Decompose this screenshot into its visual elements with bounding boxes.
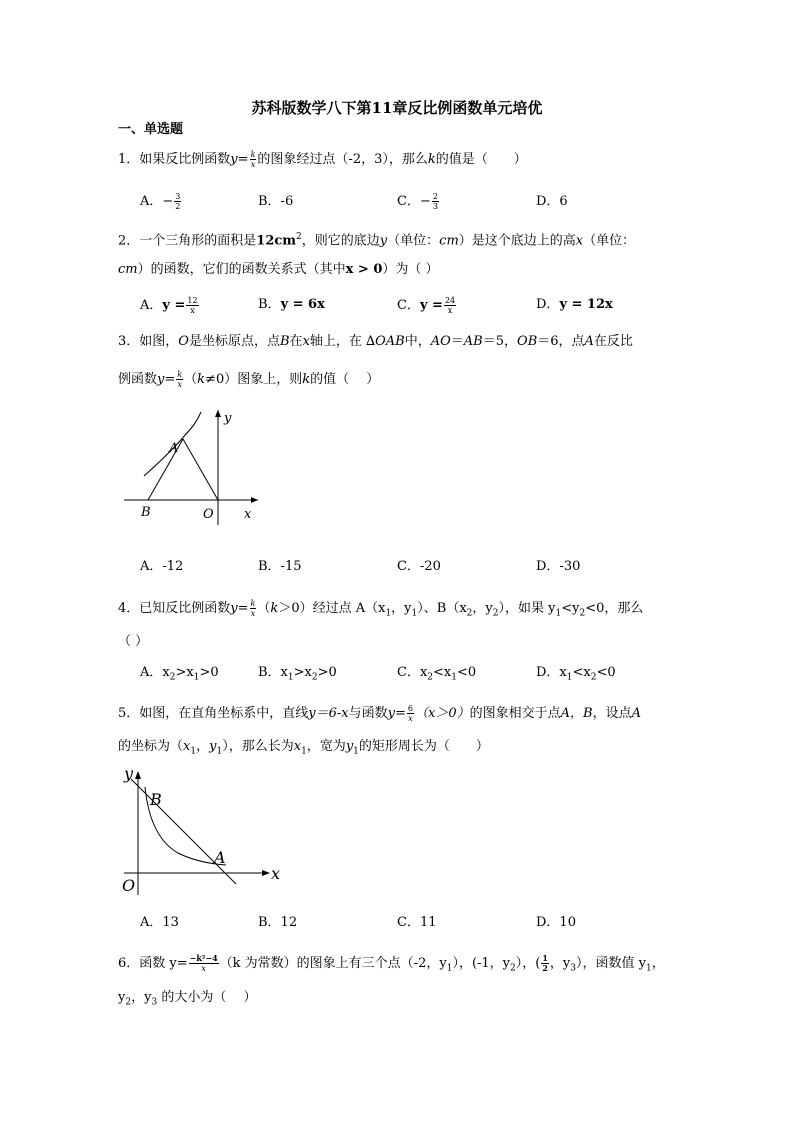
q2-opt-a-label: A． (140, 298, 163, 313)
q1-fraction (250, 150, 257, 169)
q1-opt-a-label: A． (140, 194, 163, 209)
q4-option-b (258, 665, 337, 686)
q5-comma: ， (196, 739, 210, 754)
q5-text-a: 5．如图，在直角坐标系中，直线 (118, 706, 309, 721)
q6-text-e: 的大小为（ ） (157, 990, 257, 1005)
q1-opt-c-den: 3 (432, 202, 438, 211)
q6-text-c: y (118, 990, 126, 1005)
q2-option-a (140, 296, 200, 315)
q3-x-arrow (251, 497, 258, 503)
q1-opt-a-neg: − (162, 194, 174, 209)
question-6-line-2 (118, 990, 256, 1011)
q5-line (131, 779, 236, 884)
q3-oab: OAB (375, 334, 405, 349)
q4-opt-b-2: >x (293, 665, 312, 680)
q1-opt-c-num: 2 (432, 192, 438, 201)
q3-label-x: x (244, 507, 252, 522)
q3-label-y: y (224, 411, 232, 426)
q4-option-c (397, 665, 476, 686)
q5-x1-sub: 1 (190, 746, 197, 757)
q2-opt-a-num: 12 (187, 296, 198, 305)
q4-opt-b-3: >0 (317, 665, 337, 680)
q2-text-a: 2．一个三角形的面积是 (118, 233, 257, 249)
q3-ob: OB (517, 334, 538, 349)
q5-x1: x (183, 739, 191, 754)
q5-label-b: B (150, 790, 162, 809)
q4-eq: = (237, 601, 249, 616)
q4-frac-num: k (250, 599, 256, 608)
q6-frac-den: x (201, 964, 206, 973)
q1-eq: = (237, 152, 249, 167)
q5-cond: （x＞0） (415, 706, 470, 721)
q5-y1-sub: 1 (216, 746, 223, 757)
question-3-line-2 (118, 370, 379, 389)
q5-text-d: ，设点 (592, 706, 632, 721)
q4-opt-c-3: <0 (456, 665, 477, 680)
q2-text-g: ）为（ ） (382, 262, 439, 277)
q4-fraction (250, 599, 257, 618)
q6-c3: ，y (549, 956, 571, 971)
q3-segment-ao (183, 439, 218, 500)
q6-half-den: 2 (542, 963, 548, 973)
q3-ao: AO (430, 334, 451, 349)
q3-label-a: A (169, 441, 179, 456)
q3-text-g: ＝5， (482, 334, 518, 349)
q6-half (541, 954, 549, 973)
q3-cond-b: ≠0）图象上，则 (205, 372, 303, 387)
question-2-line-2 (118, 262, 439, 278)
q1-opt-c-neg: − (419, 194, 431, 209)
q5-y-arrow (135, 771, 141, 779)
q2-text-d: ）是这个底边上的高 (458, 233, 576, 249)
q3-y: y (157, 372, 165, 387)
q6-sub-1: 1 (446, 963, 453, 974)
q3-text-h: ＝6，点 (537, 334, 585, 349)
q1-option-a (140, 192, 182, 211)
q6-text-b: （k 为常数）的图象上有三个点（-2，y (219, 956, 447, 971)
q5-eq: = (395, 706, 406, 721)
q4-opt-d-2: <x (572, 665, 591, 680)
question-3-line-1 (118, 334, 633, 350)
q4-c4: ），如果 y (498, 601, 556, 616)
question-2-line-1 (118, 229, 635, 249)
q5-text-e: 的坐标为（ (118, 739, 184, 754)
q6-fraction (189, 954, 219, 973)
q4-cond-b: ＞0）经过点 A（x (278, 601, 386, 616)
q3-eq: = (164, 372, 176, 387)
q1-text-b: 的图象经过点（-2，3），那么 (257, 152, 428, 167)
q2-opt-b-label: B． (258, 297, 281, 312)
q5-y: y (387, 706, 395, 721)
q4-opt-a-s1: 2 (169, 672, 176, 683)
q3-fraction (176, 370, 183, 389)
q2-text-f: ）的函数，它们的函数关系式（其中 (137, 262, 346, 277)
q4-opt-b-s1: 1 (287, 672, 294, 683)
q1-opt-c-frac (432, 192, 439, 211)
q4-opt-c-s2: 1 (451, 672, 457, 683)
q1-option-b: B．-6 (258, 194, 294, 209)
page-title: 苏科版数学八下第11章反比例函数单元培优 (251, 99, 543, 117)
q2-opt-c-den: x (447, 306, 453, 315)
q2-opt-a-den: x (190, 306, 195, 315)
q2-cm: cm (439, 233, 459, 249)
q1-frac-den: x (250, 160, 256, 169)
q4-y: y (230, 601, 238, 616)
q3-label-b: B (141, 505, 151, 520)
q3-cond-a: （ (184, 372, 198, 387)
q4-sub-6: 2 (579, 608, 586, 619)
q4-cond-a: （ (257, 601, 271, 616)
q3-figure (118, 400, 268, 530)
q3-y-arrow (215, 410, 221, 417)
q2-opt-d-label: D． (536, 297, 560, 312)
q3-option-d: D．-30 (536, 559, 581, 574)
question-5-line-2 (118, 739, 489, 760)
q2-text-b: ，则它的底边 (301, 233, 380, 249)
q3-text-b: 是坐标原点，点 (188, 334, 280, 349)
q1-option-c (397, 192, 440, 211)
q4-sub-1: 1 (385, 608, 392, 619)
q5-ab: A，B (560, 706, 593, 721)
q5-frac-den: x (408, 714, 413, 723)
q5-option-b: B．12 (258, 915, 298, 930)
q5-label-x: x (271, 864, 281, 883)
q3-cond-k: k (197, 372, 206, 387)
question-6-line-1 (118, 954, 665, 977)
q4-c3: ，y (472, 601, 493, 616)
q4-opt-a-1: A．x (140, 665, 170, 680)
q4-c1: ，y (391, 601, 412, 616)
q2-opt-c-num: 24 (444, 296, 456, 305)
q4-c6: <0，那么 (585, 601, 644, 616)
q2-option-c (397, 296, 457, 315)
q2-opt-c-label: C． (397, 298, 420, 313)
q5-label-o: O (122, 876, 136, 895)
q4-opt-a-3: >0 (199, 665, 219, 680)
q6-text-a: 6．函数 y= (118, 956, 188, 971)
q4-c5: <y (561, 601, 580, 616)
q1-num: 1． (118, 152, 140, 167)
question-5-line-1 (118, 704, 641, 723)
question-4-line-2: （ ） (118, 634, 149, 649)
question-4-line-1 (118, 599, 643, 622)
q6-frac-num: −k²−4 (189, 953, 218, 963)
q5-option-d: D．10 (536, 915, 576, 930)
q6-half-num: 1 (542, 953, 548, 963)
q3-text-i: 在反比 (593, 334, 633, 349)
q4-opt-c-2: <x (433, 665, 452, 680)
q3-text-f: ＝ (450, 334, 464, 349)
q2-opt-c-frac (444, 296, 456, 315)
q5-text-h: 的矩形周长为（ ） (358, 739, 489, 754)
q4-option-d (536, 665, 616, 686)
q5-label-a: A (214, 848, 226, 867)
q4-option-a (140, 665, 219, 686)
q4-cond-k: k (270, 601, 279, 616)
q3-x: x (302, 334, 310, 349)
q4-opt-b-s2: 2 (311, 672, 318, 683)
q1-text-c: 的值是（ ） (435, 152, 527, 167)
q2-text-e: （单位： (583, 233, 636, 249)
q5-option-a: A．13 (140, 915, 179, 930)
q3-text-a: 3．如图， (118, 334, 179, 349)
q3-frac-den: x (177, 380, 182, 389)
q3-option-b: B．-15 (258, 559, 302, 574)
q5-option-c: C．11 (397, 915, 437, 930)
q4-opt-a-s2: 1 (193, 672, 200, 683)
q5-text-c: 的图象相交于点 (469, 706, 561, 721)
q2-x: x (575, 233, 584, 249)
q4-opt-a-2: >x (175, 665, 194, 680)
q3-k: k (302, 372, 311, 387)
q6-c1: ），(-1，y (452, 956, 511, 971)
q5-x-arrow (262, 870, 270, 876)
q4-opt-d-s1: 1 (566, 672, 573, 683)
q5-y1: y (209, 739, 217, 754)
q4-sub-4: 2 (492, 608, 499, 619)
q4-opt-d-3: <0 (596, 665, 616, 680)
q3-option-a: A．-12 (140, 559, 184, 574)
q6-c4: ），函数值 y (576, 956, 646, 971)
q4-opt-b-1: B．x (258, 665, 288, 680)
q6-c2: ），( (515, 956, 541, 971)
q2-condition: x > 0 (345, 262, 383, 277)
question-1 (118, 150, 527, 169)
q1-opt-a-num: 3 (175, 192, 181, 201)
q6-text-d: ，y (131, 990, 152, 1005)
q4-opt-d-1: D．x (536, 665, 567, 680)
q3-a: A (584, 334, 594, 349)
q5-y1b: y (345, 739, 354, 754)
q1-frac-num: k (250, 150, 256, 159)
q4-sub-2: 1 (411, 608, 418, 619)
q4-opt-c-1: C．x (397, 665, 428, 680)
q6-sub-4: 1 (646, 963, 652, 974)
q4-opt-c-s1: 2 (427, 672, 434, 683)
q5-fraction (407, 704, 414, 723)
q2-area: 12cm (256, 233, 297, 249)
q1-opt-a-frac (174, 192, 181, 211)
q2-y: y (379, 233, 388, 249)
q6-c5: ， (651, 956, 665, 971)
q1-y: y (230, 152, 238, 167)
q3-b: B (279, 334, 290, 349)
q3-text-e: 中， (404, 334, 431, 349)
q6-sub-6: 3 (151, 997, 158, 1008)
q1-opt-a-den: 2 (175, 202, 181, 211)
q5-line-eq: y＝6-x (308, 706, 349, 721)
q5-frac-num: 6 (407, 704, 413, 713)
q1-opt-c-label: C． (397, 194, 420, 209)
q3-label-o: O (203, 507, 214, 522)
q4-text-a: 4．已知反比例函数 (118, 601, 231, 616)
q2-cm-2: cm (118, 262, 138, 277)
q2-opt-d-eq: y = 12x (559, 297, 613, 312)
q5-figure (118, 765, 293, 900)
q4-opt-d-s2: 2 (590, 672, 597, 683)
q2-opt-c-eq: y = (419, 298, 443, 313)
q4-c2: ）、B（x (417, 601, 467, 616)
q1-k: k (427, 152, 436, 167)
q5-text-g: ，宽为 (306, 739, 346, 754)
q1-text-a: 如果反比例函数 (139, 152, 231, 167)
q4-frac-den: x (250, 609, 256, 618)
q2-opt-a-eq: y = (162, 298, 186, 313)
section-heading: 一、单选题 (118, 122, 184, 137)
q2-option-d (536, 297, 613, 313)
q2-opt-b-eq: y = 6x (280, 297, 325, 312)
q3-o: O (178, 334, 189, 349)
q4-sub-3: 2 (466, 608, 473, 619)
q3-text-d: 轴上，在 ∆ (309, 334, 376, 349)
q4-sub-5: 1 (555, 608, 562, 619)
q2-area-sup: 2 (296, 232, 302, 242)
q5-label-y: y (124, 765, 134, 783)
q5-text-b: 与函数 (348, 706, 388, 721)
q3-text-j: 例函数 (118, 372, 158, 387)
q6-sub-3: 3 (570, 963, 577, 974)
q5-x1b: x (293, 739, 302, 754)
q3-frac-num: k (177, 370, 183, 379)
q1-option-d: D．6 (536, 194, 568, 209)
q5-a: A (631, 706, 641, 721)
q5-text-f: ），那么长为 (222, 739, 294, 754)
q3-text-c: 在 (289, 334, 303, 349)
q2-opt-a-frac (186, 296, 198, 315)
q3-text-k: 的值（ ） (310, 372, 380, 387)
q5-x1b-sub: 1 (301, 746, 307, 757)
q6-sub-2: 2 (510, 963, 516, 974)
q3-option-c: C．-20 (397, 559, 441, 574)
q3-ab: AB (463, 334, 483, 349)
q2-text-c: （单位： (387, 233, 440, 249)
q5-y1b-sub: 1 (353, 746, 359, 757)
q2-option-b (258, 297, 325, 313)
q6-sub-5: 2 (125, 997, 132, 1008)
